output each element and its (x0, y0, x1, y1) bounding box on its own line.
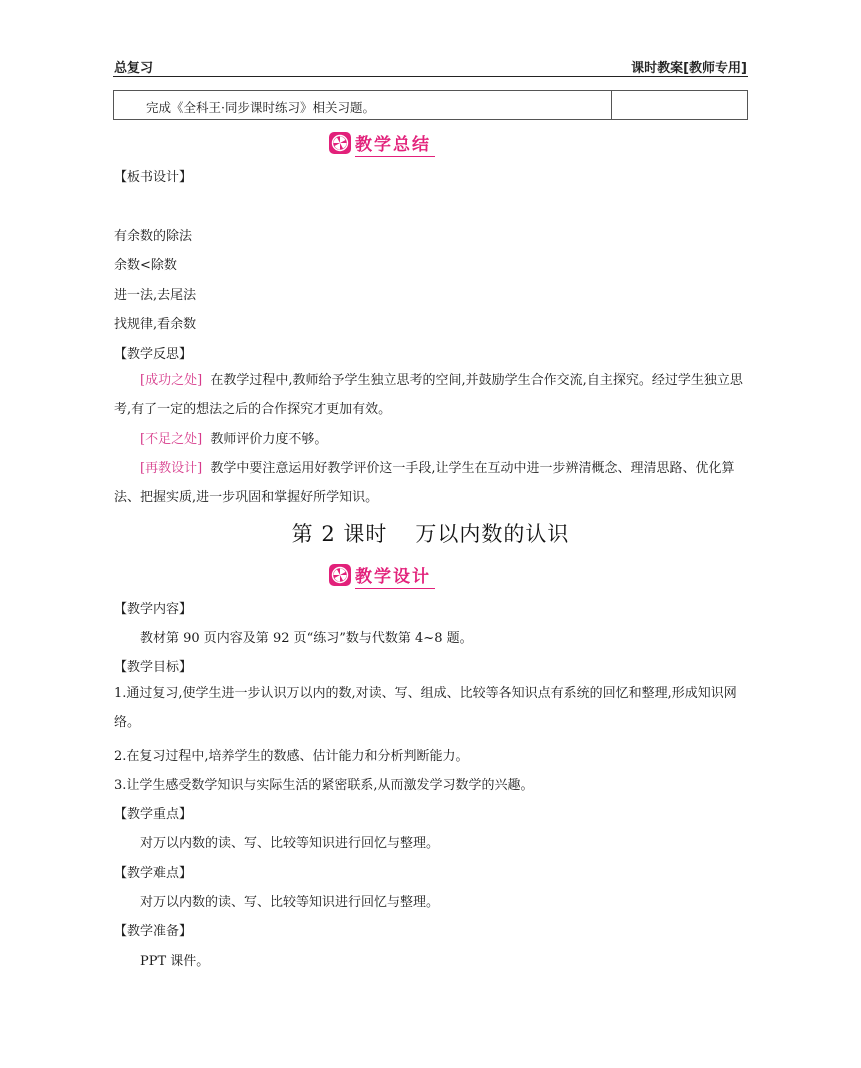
content-text: 教材第 90 页内容及第 92 页“练习”数与代数第 4~8 题。 (140, 631, 473, 646)
key-points-heading: 【教学重点】 (114, 807, 193, 822)
board-line: 余数<除数 (114, 258, 177, 273)
prep-heading: 【教学准备】 (114, 924, 193, 939)
reflection-redesign (114, 454, 748, 512)
running-header-section: 总复习 (114, 61, 154, 76)
running-header-doc-type: 课时教案[教师专用] (631, 61, 747, 76)
banner-title: 教学设计 (355, 562, 435, 589)
board-line: 进一法,去尾法 (114, 288, 197, 303)
lesson-name: 万以内数的认识 (415, 522, 570, 546)
redesign-tag: [再教设计] (140, 461, 203, 476)
reflection-heading: 【教学反思】 (114, 347, 193, 362)
content-heading: 【教学内容】 (114, 602, 193, 617)
goal-item: 2.在复习过程中,培养学生的数感、估计能力和分析判断能力。 (114, 749, 469, 764)
success-tag: [成功之处] (140, 373, 203, 388)
goal-item: 3.让学生感受数学知识与实际生活的紧密联系,从而激发学习数学的兴趣。 (114, 778, 534, 793)
reflection-weak (114, 425, 748, 454)
reflection-success (114, 366, 748, 424)
pinwheel-icon (329, 132, 351, 154)
header-rule (113, 76, 748, 77)
banner-teaching-design (329, 563, 435, 587)
task-cell (114, 91, 612, 119)
key-points-text: 对万以内数的读、写、比较等知识进行回忆与整理。 (140, 836, 440, 851)
weak-tag: [不足之处] (140, 432, 203, 447)
pinwheel-icon (329, 564, 351, 586)
difficulties-text: 对万以内数的读、写、比较等知识进行回忆与整理。 (140, 895, 440, 910)
lesson-number: 第 2 课时 (291, 522, 388, 546)
board-line: 找规律,看余数 (114, 317, 197, 332)
board-line: 有余数的除法 (114, 229, 193, 244)
goal-item: 1.通过复习,使学生进一步认识万以内的数,对读、写、组成、比较等各知识点有系统的回忆和整理,形成知识网络。 (114, 686, 737, 730)
task-text: 完成《全科王·同步课时练习》相关习题。 (146, 100, 375, 115)
redesign-text: 教学中要注意运用好教学评价这一手段,让学生在互动中进一步辨清概念、理清思路、优化算法、把握实质,进一步巩固和掌握好所学知识。 (114, 461, 735, 505)
banner-title: 教学总结 (355, 130, 435, 157)
prep-text: PPT 课件。 (140, 954, 210, 969)
task-table (113, 90, 748, 120)
success-text: 在教学过程中,教师给予学生独立思考的空间,并鼓励学生合作交流,自主探究。经过学生独立思考,有了一定的想法之后的合作探究才更加有效。 (114, 373, 743, 417)
goals-heading: 【教学目标】 (114, 660, 193, 675)
lesson-title (0, 518, 861, 548)
difficulties-heading: 【教学难点】 (114, 866, 193, 881)
weak-text: 教师评价力度不够。 (210, 432, 328, 447)
board-design-heading: 【板书设计】 (114, 170, 193, 185)
banner-teaching-summary (329, 131, 435, 155)
